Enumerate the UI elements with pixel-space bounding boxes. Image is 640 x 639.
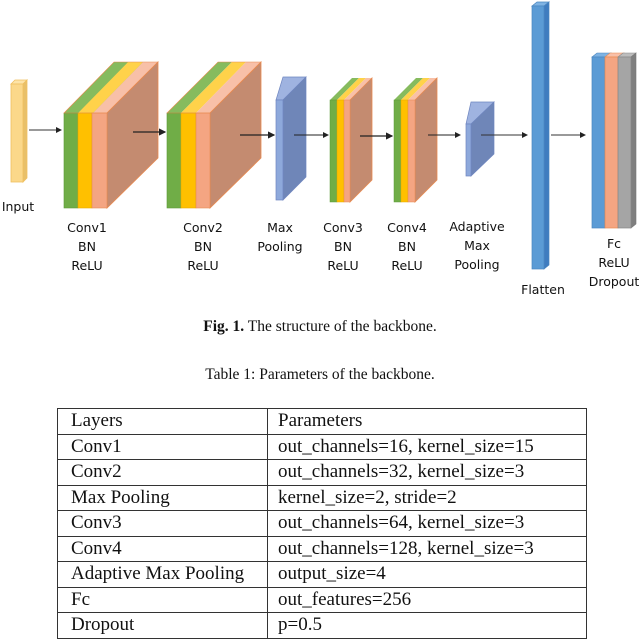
label-line: Conv1: [67, 220, 107, 235]
conv4-block: [394, 78, 437, 202]
table-row: [58, 460, 587, 486]
parameters-table: [57, 408, 587, 639]
label-line: BN: [398, 239, 416, 254]
label-line: Pooling: [257, 239, 303, 254]
maxpool-block: [276, 77, 306, 200]
cell-params: p=0.5: [268, 613, 587, 639]
label-line: Flatten: [521, 282, 565, 297]
cell-layer: Fc: [58, 587, 268, 613]
fc-block: [592, 53, 636, 228]
cell-params: kernel_size=2, stride=2: [268, 485, 587, 511]
table-row: [58, 613, 587, 639]
table-row: [58, 485, 587, 511]
adaptive-maxpool-block: [466, 102, 494, 176]
figure-caption-label: Fig. 1.: [203, 318, 245, 335]
label-conv3: [318, 218, 368, 275]
cell-layer: Conv4: [58, 536, 268, 562]
label-line: Pooling: [454, 257, 500, 272]
label-line: Fc: [606, 236, 622, 251]
input-block: [11, 80, 27, 182]
cell-layer: Conv1: [58, 434, 268, 460]
cell-params: out_channels=32, kernel_size=3: [268, 460, 587, 486]
label-line: ReLU: [598, 255, 630, 270]
cell-params: out_channels=128, kernel_size=3: [268, 536, 587, 562]
cell-params: output_size=4: [268, 562, 587, 588]
label-line: BN: [334, 239, 352, 254]
backbone-architecture-figure: [0, 0, 640, 300]
label-adaptive-maxpool: [445, 217, 509, 274]
table-row: [58, 562, 587, 588]
table-row: [58, 587, 587, 613]
cell-layer: Max Pooling: [58, 485, 268, 511]
label-conv2: [178, 218, 228, 275]
label-fc: [584, 234, 640, 291]
label-line: Conv2: [183, 220, 223, 235]
header-parameters: Parameters: [268, 409, 587, 435]
label-line: ReLU: [187, 258, 219, 273]
table-row: [58, 434, 587, 460]
cell-params: out_channels=64, kernel_size=3: [268, 511, 587, 537]
label-line: Adaptive: [449, 219, 505, 234]
table-row: [58, 511, 587, 537]
cell-layer: Dropout: [58, 613, 268, 639]
flatten-block: [532, 2, 549, 269]
cell-layer: Conv2: [58, 460, 268, 486]
label-maxpool: [255, 218, 305, 256]
conv1-block: [64, 62, 158, 208]
table-caption: Table 1: Parameters of the backbone.: [205, 366, 435, 383]
figure-caption-text: The structure of the backbone.: [244, 318, 437, 335]
label-conv1: [62, 218, 112, 275]
figure-caption: [0, 318, 640, 336]
label-line: Max: [464, 238, 490, 253]
label-line: Max: [267, 220, 293, 235]
label-line: ReLU: [327, 258, 359, 273]
cell-layer: Conv3: [58, 511, 268, 537]
label-line: BN: [194, 239, 212, 254]
cell-params: out_features=256: [268, 587, 587, 613]
label-line: ReLU: [391, 258, 423, 273]
cell-params: out_channels=16, kernel_size=15: [268, 434, 587, 460]
table-header-row: [58, 409, 587, 435]
conv3-block: [330, 78, 372, 202]
label-line: Dropout: [588, 274, 640, 289]
label-line: Input: [1, 199, 35, 214]
cell-layer: Adaptive Max Pooling: [58, 562, 268, 588]
label-line: Conv4: [387, 220, 427, 235]
header-layers: Layers: [58, 409, 268, 435]
label-flatten: [515, 280, 571, 299]
label-input: [0, 197, 38, 216]
label-line: Conv3: [323, 220, 363, 235]
label-line: ReLU: [71, 258, 103, 273]
label-line: BN: [78, 239, 96, 254]
table-row: [58, 536, 587, 562]
label-conv4: [382, 218, 432, 275]
